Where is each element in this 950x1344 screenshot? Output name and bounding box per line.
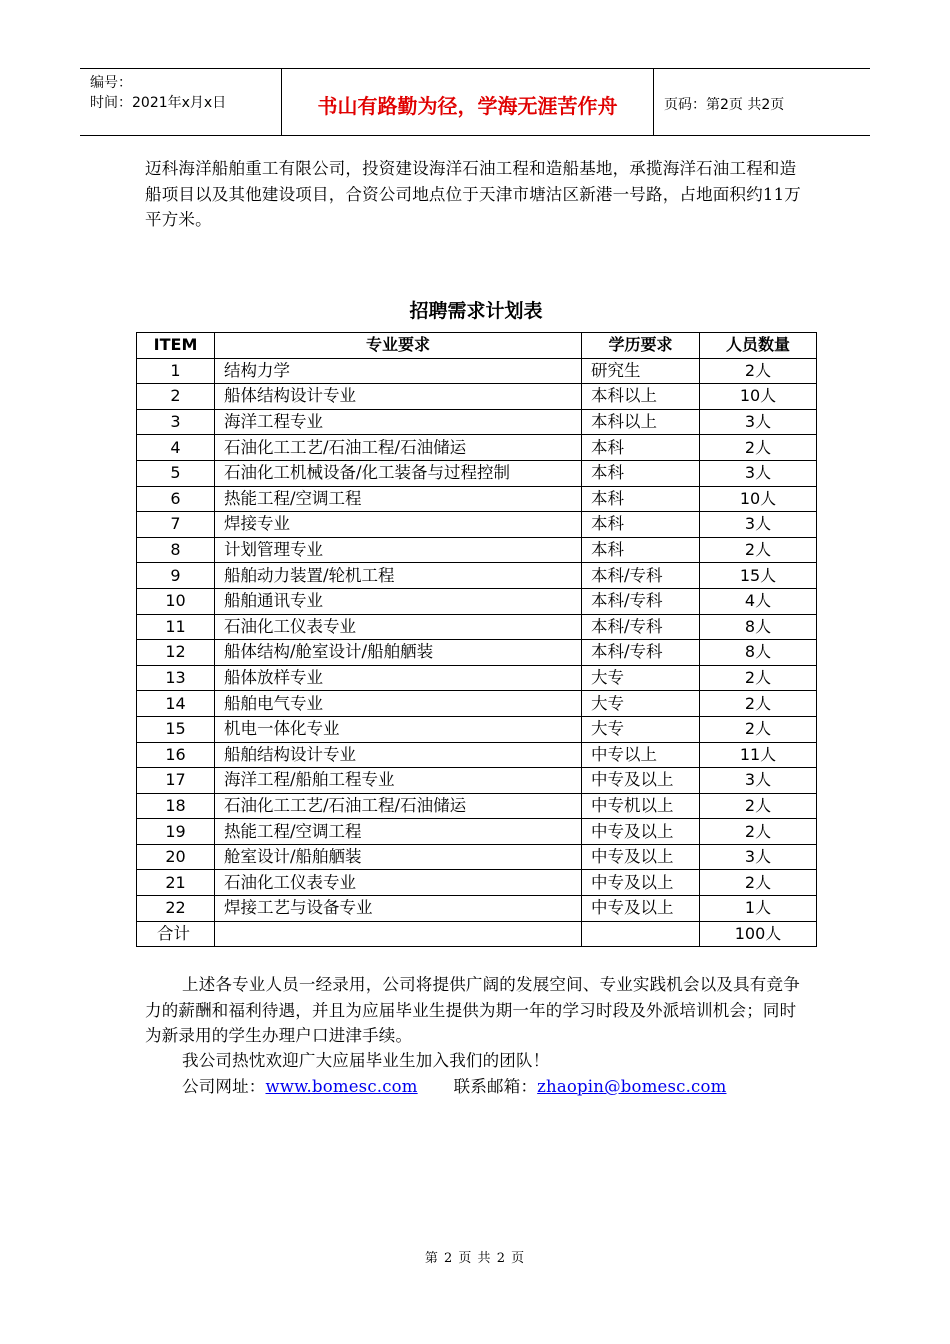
table-row: [137, 384, 817, 410]
cell-education: 中专机以上: [582, 793, 700, 819]
table-row: [137, 665, 817, 691]
header-number-label: 编号：: [90, 75, 132, 91]
cell-education: 本科以上: [582, 384, 700, 410]
cell-count: 4人: [700, 588, 817, 614]
welcome-paragraph: 我公司热忱欢迎广大应届毕业生加入我们的团队！: [182, 1051, 550, 1070]
email-link[interactable]: zhaopin@bomesc.com: [537, 1077, 727, 1096]
cell-education: 本科: [582, 460, 700, 486]
cell-item: 8: [137, 537, 215, 563]
cell-count: 11人: [700, 742, 817, 768]
table-row: [137, 640, 817, 666]
cell-item: 10: [137, 588, 215, 614]
cell-education: 大专: [582, 691, 700, 717]
table-row: [137, 358, 817, 384]
table-row: [137, 896, 817, 922]
cell-item: 7: [137, 512, 215, 538]
cell-count: 3人: [700, 512, 817, 538]
cell-education: 大专: [582, 665, 700, 691]
header-page-label: 页码：第2页 共2页: [664, 97, 785, 113]
page-header: [80, 68, 870, 136]
cell-education: 研究生: [582, 358, 700, 384]
cell-education: 本科: [582, 486, 700, 512]
cell-major: 焊接专业: [215, 512, 582, 538]
cell-education: 中专及以上: [582, 844, 700, 870]
cell-count: 2人: [700, 537, 817, 563]
cell-major: 海洋工程/船舶工程专业: [215, 768, 582, 794]
cell-count: 3人: [700, 768, 817, 794]
cell-major: 船体结构设计专业: [215, 384, 582, 410]
cell-count: 2人: [700, 793, 817, 819]
cell-item: 1: [137, 358, 215, 384]
total-count: 100人: [700, 921, 817, 947]
cell-major: 船舶通讯专业: [215, 588, 582, 614]
cell-major: 结构力学: [215, 358, 582, 384]
cell-item: 9: [137, 563, 215, 589]
cell-item: 5: [137, 460, 215, 486]
cell-education: 本科/专科: [582, 640, 700, 666]
cell-item: 3: [137, 409, 215, 435]
total-education: [582, 921, 700, 947]
table-row: [137, 691, 817, 717]
table-row: [137, 588, 817, 614]
table-row: [137, 460, 817, 486]
page-footer: 第 2 页 共 2 页: [424, 1251, 526, 1266]
cell-count: 2人: [700, 358, 817, 384]
table-row: [137, 486, 817, 512]
cell-count: 1人: [700, 896, 817, 922]
cell-education: 本科: [582, 512, 700, 538]
cell-item: 11: [137, 614, 215, 640]
cell-count: 15人: [700, 563, 817, 589]
cell-education: 中专及以上: [582, 819, 700, 845]
table-header-row: [137, 333, 817, 359]
cell-major: 石油化工工艺/石油工程/石油储运: [215, 793, 582, 819]
cell-education: 本科/专科: [582, 614, 700, 640]
cell-major: 船舶电气专业: [215, 691, 582, 717]
table-row: [137, 742, 817, 768]
cell-item: 19: [137, 819, 215, 845]
table-row: [137, 870, 817, 896]
table-title: 招聘需求计划表: [409, 300, 543, 322]
cell-education: 本科以上: [582, 409, 700, 435]
table-row: [137, 537, 817, 563]
cell-count: 10人: [700, 384, 817, 410]
cell-major: 海洋工程专业: [215, 409, 582, 435]
recruitment-plan-table: [136, 332, 817, 947]
cell-item: 15: [137, 716, 215, 742]
email-label: 联系邮箱：: [453, 1077, 538, 1096]
cell-education: 大专: [582, 716, 700, 742]
intro-paragraph: 迈科海洋船舶重工有限公司，投资建设海洋石油工程和造船基地，承揽海洋石油工程和造船项目以及其他建设项目，合资公司地点位于天津市塘沽区新港一号路，占地面积约11万平方米。: [145, 159, 801, 229]
cell-major: 计划管理专业: [215, 537, 582, 563]
cell-item: 4: [137, 435, 215, 461]
cell-major: 焊接工艺与设备专业: [215, 896, 582, 922]
table-row: [137, 435, 817, 461]
cell-education: 中专及以上: [582, 870, 700, 896]
table-row: [137, 793, 817, 819]
cell-count: 3人: [700, 409, 817, 435]
cell-item: 6: [137, 486, 215, 512]
cell-major: 石油化工机械设备/化工装备与过程控制: [215, 460, 582, 486]
cell-major: 石油化工工艺/石油工程/石油储运: [215, 435, 582, 461]
cell-major: 舱室设计/船舶舾装: [215, 844, 582, 870]
cell-count: 2人: [700, 665, 817, 691]
cell-count: 3人: [700, 460, 817, 486]
column-header-count: 人员数量: [700, 333, 817, 359]
cell-major: 船体结构/舱室设计/船舶舾装: [215, 640, 582, 666]
header-meta: [80, 69, 282, 135]
header-date-label: 时间：2021年x月x日: [90, 95, 227, 111]
table-row: [137, 819, 817, 845]
cell-item: 21: [137, 870, 215, 896]
cell-item: 2: [137, 384, 215, 410]
cell-education: 中专及以上: [582, 768, 700, 794]
table-body: [137, 358, 817, 947]
cell-count: 2人: [700, 716, 817, 742]
contact-line: [145, 1074, 810, 1100]
cell-count: 3人: [700, 844, 817, 870]
cell-major: 石油化工仪表专业: [215, 870, 582, 896]
table-row: [137, 614, 817, 640]
cell-education: 本科: [582, 537, 700, 563]
cell-major: 机电一体化专业: [215, 716, 582, 742]
cell-major: 船舶结构设计专业: [215, 742, 582, 768]
cell-count: 2人: [700, 691, 817, 717]
cell-major: 船舶动力装置/轮机工程: [215, 563, 582, 589]
header-motto: 书山有路勤为径，学海无涯苦作舟: [282, 69, 654, 135]
cell-education: 本科/专科: [582, 588, 700, 614]
cell-major: 热能工程/空调工程: [215, 819, 582, 845]
cell-education: 本科/专科: [582, 563, 700, 589]
table-row: [137, 844, 817, 870]
cell-count: 2人: [700, 870, 817, 896]
column-header-major: 专业要求: [215, 333, 582, 359]
table-row: [137, 563, 817, 589]
benefits-paragraph: 上述各专业人员一经录用，公司将提供广阔的发展空间、专业实践机会以及具有竞争力的薪酬和福利待遇，并且为应届毕业生提供为期一年的学习时段及外派培训机会；同时为新录用的学生办理户口进津手续。: [145, 975, 800, 1045]
total-label: 合计: [137, 921, 215, 947]
table-row: [137, 512, 817, 538]
website-link[interactable]: www.bomesc.com: [265, 1077, 418, 1096]
cell-count: 8人: [700, 614, 817, 640]
cell-count: 10人: [700, 486, 817, 512]
cell-item: 20: [137, 844, 215, 870]
cell-major: 船体放样专业: [215, 665, 582, 691]
cell-major: 热能工程/空调工程: [215, 486, 582, 512]
column-header-item: ITEM: [137, 333, 215, 359]
table-total-row: [137, 921, 817, 947]
cell-item: 12: [137, 640, 215, 666]
cell-item: 14: [137, 691, 215, 717]
cell-item: 22: [137, 896, 215, 922]
table-row: [137, 409, 817, 435]
cell-education: 本科: [582, 435, 700, 461]
website-label: 公司网址：: [182, 1077, 266, 1096]
cell-item: 18: [137, 793, 215, 819]
cell-count: 2人: [700, 819, 817, 845]
cell-education: 中专及以上: [582, 896, 700, 922]
cell-item: 17: [137, 768, 215, 794]
cell-count: 2人: [700, 435, 817, 461]
cell-major: 石油化工仪表专业: [215, 614, 582, 640]
cell-count: 8人: [700, 640, 817, 666]
table-row: [137, 768, 817, 794]
cell-item: 16: [137, 742, 215, 768]
total-major: [215, 921, 582, 947]
cell-item: 13: [137, 665, 215, 691]
table-row: [137, 716, 817, 742]
cell-education: 中专以上: [582, 742, 700, 768]
column-header-education: 学历要求: [582, 333, 700, 359]
